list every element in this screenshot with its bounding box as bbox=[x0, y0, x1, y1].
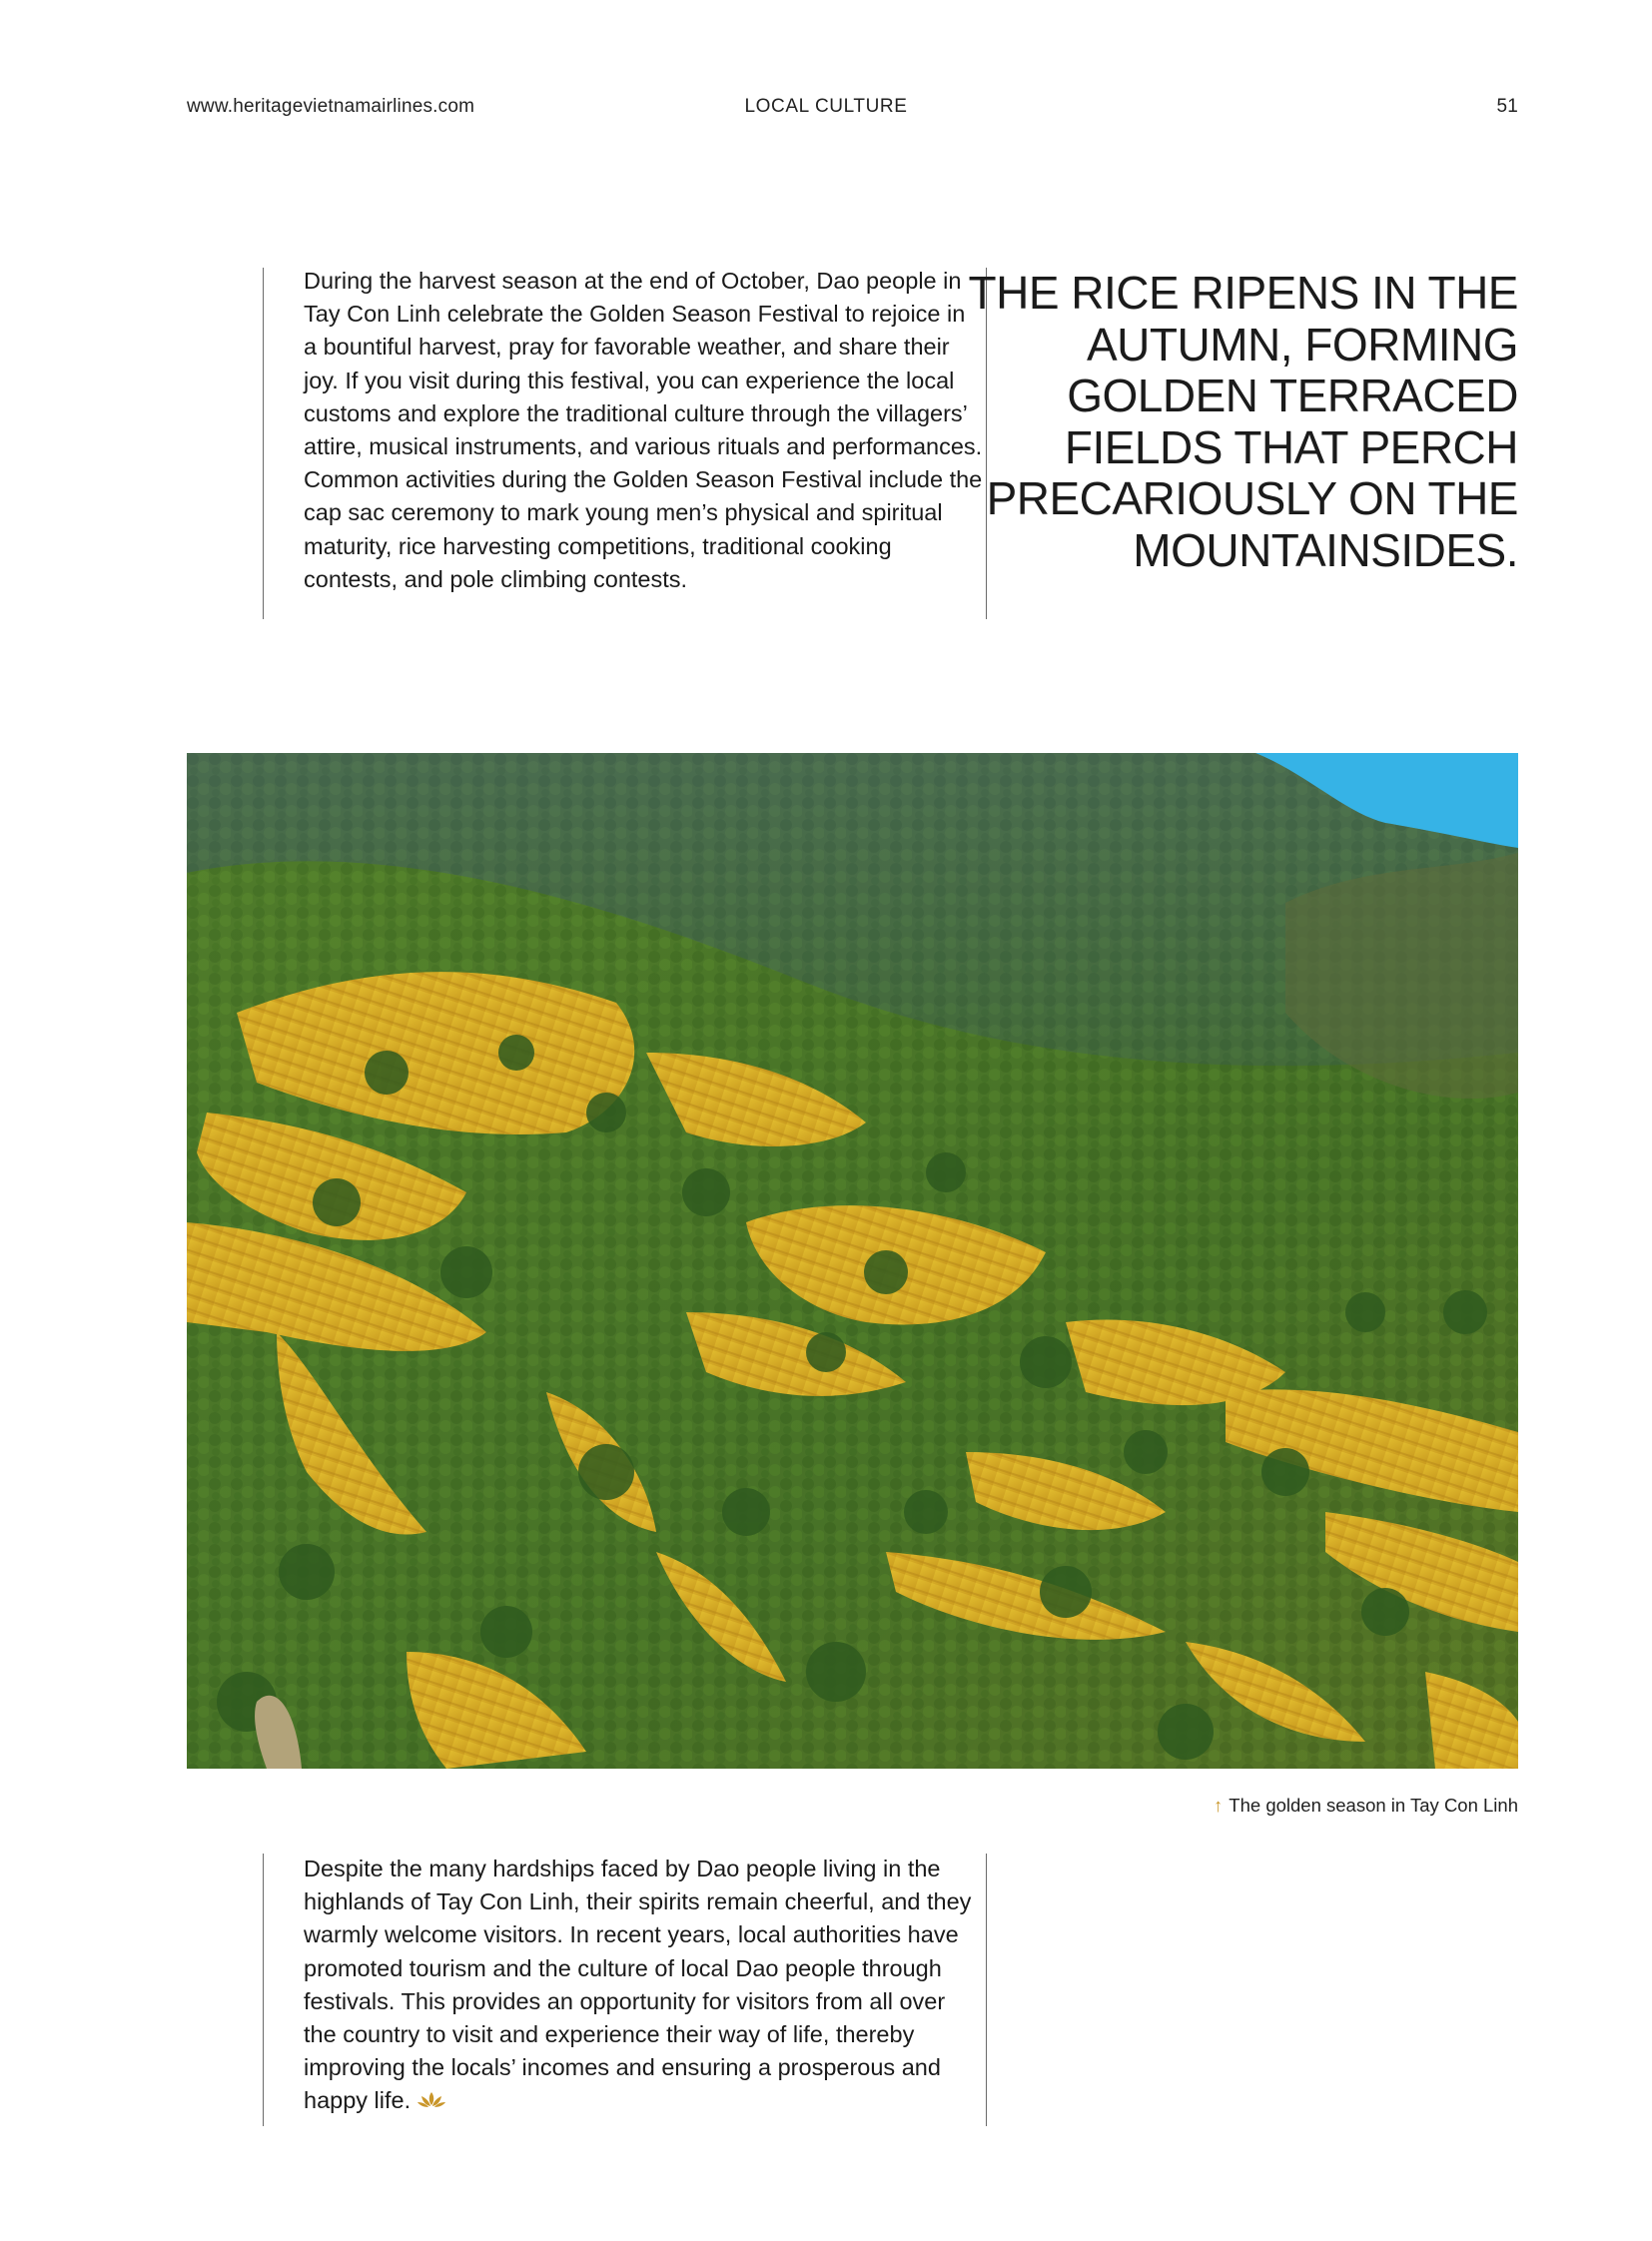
terraced-fields-photo bbox=[187, 753, 1518, 1769]
lotus-end-mark-icon bbox=[416, 2090, 446, 2108]
column-rule-left-bottom bbox=[263, 1854, 264, 2126]
caption-text: The golden season in Tay Con Linh bbox=[1229, 1795, 1518, 1816]
pull-quote: THE RICE RIPENS IN THE AUTUMN, FORMING GOLDEN TERRACED FIELDS THAT PERCH PRECARIOUSLY ON THE MOUNTAINSIDES. bbox=[968, 267, 1518, 576]
paragraph-1-text: During the harvest season at the end of October, Dao people in Tay Con Linh celebrate the Golden Season Festival to rejoice in a bountiful harvest, pray for favorable weather, and share their joy. If you visit during this festival, you can experience the local customs and explore the traditional culture through the villagers’ attire, musical instruments, and various rituals and performances. Common activities during the Golden Season Festival include the cap sac ceremony to mark young men’s physical and spiritual maturity, rice harvesting competitions, traditional cooking contests, and pole climbing contests. bbox=[304, 268, 983, 592]
arrow-up-icon: ↑ bbox=[1214, 1795, 1224, 1816]
header-url[interactable]: www.heritagevietnamairlines.com bbox=[187, 96, 475, 117]
column-rule-right-bottom bbox=[986, 1854, 987, 2126]
article-paragraph-1 bbox=[304, 265, 983, 596]
article-paragraph-2 bbox=[304, 1853, 983, 2118]
paragraph-2 bbox=[304, 1853, 983, 2118]
paragraph-2-text: Despite the many hardships faced by Dao people living in the highlands of Tay Con Linh, their spirits remain cheerful, and they warmly welcome visitors. In recent years, local authorities have promoted tourism and the culture of local Dao people through festivals. This provides an opportunity for visitors from all over the country to visit and experience their way of life, thereby improving the locals’ incomes and ensuring a prosperous and happy life. bbox=[304, 1856, 972, 2114]
photo-caption bbox=[1214, 1795, 1518, 1817]
page-number: 51 bbox=[1496, 96, 1518, 117]
header-section: LOCAL CULTURE bbox=[744, 96, 908, 117]
column-rule-left-top bbox=[263, 268, 264, 619]
